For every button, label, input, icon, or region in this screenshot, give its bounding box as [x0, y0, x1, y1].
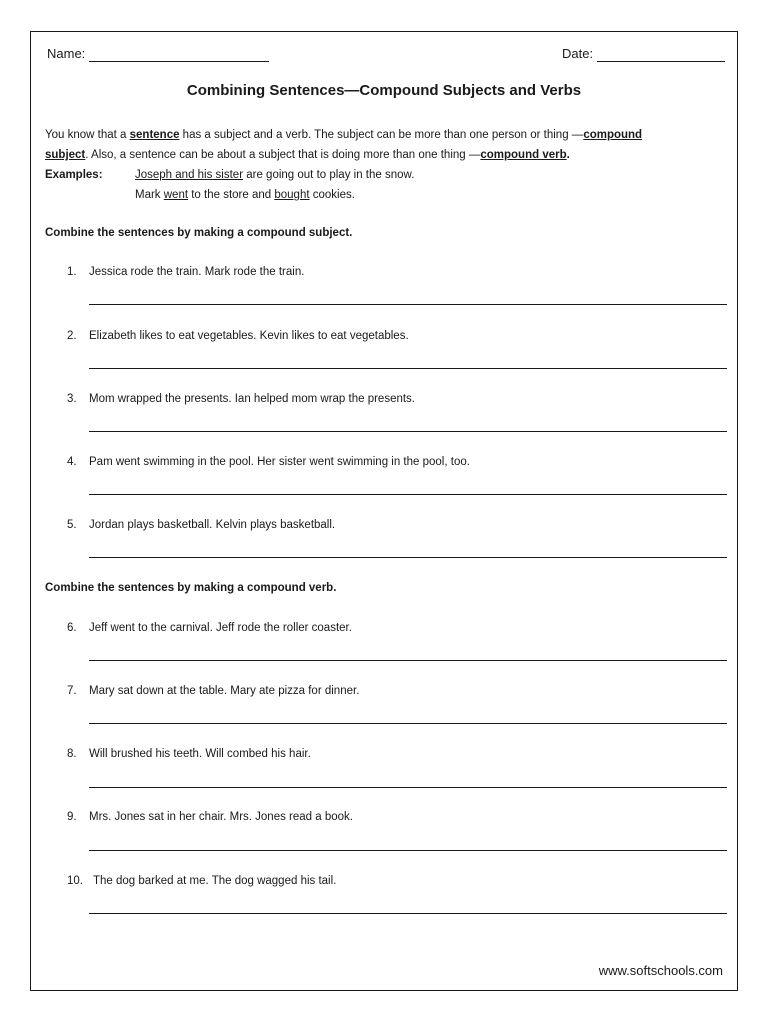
question-number: 2. — [67, 330, 77, 342]
question-text: Will brushed his teeth. Will combed his hair. — [89, 748, 311, 760]
answer-line-10[interactable] — [89, 913, 727, 914]
answer-line-8[interactable] — [89, 787, 727, 788]
intro-paragraph — [45, 125, 717, 165]
question-7 — [67, 685, 359, 697]
question-text: Elizabeth likes to eat vegetables. Kevin likes to eat vegetables. — [89, 330, 409, 342]
example-compound-subject — [135, 165, 414, 185]
section-compound-verb-title: Combine the sentences by making a compound verb. — [45, 582, 337, 594]
question-number: 9. — [67, 811, 77, 823]
question-text: Jessica rode the train. Mark rode the train. — [89, 266, 305, 278]
question-number: 7. — [67, 685, 77, 697]
question-text: Mom wrapped the presents. Ian helped mom wrap the presents. — [89, 393, 416, 405]
question-text: Jordan plays basketball. Kelvin plays basketball. — [89, 519, 336, 531]
question-3 — [67, 393, 415, 405]
answer-line-7[interactable] — [89, 723, 727, 724]
question-number: 3. — [67, 393, 77, 405]
question-text: Mrs. Jones sat in her chair. Mrs. Jones read a book. — [89, 811, 353, 823]
question-number: 4. — [67, 456, 77, 468]
example-underline: went — [163, 189, 189, 201]
question-text: Pam went swimming in the pool. Her sister went swimming in the pool, too. — [89, 456, 470, 468]
date-field-line[interactable] — [597, 61, 725, 62]
question-4 — [67, 456, 470, 468]
answer-line-4[interactable] — [89, 494, 727, 495]
intro-text: . Also, a sentence can be about a subject that is doing more than one thing — — [85, 149, 481, 161]
question-8 — [67, 748, 311, 760]
example-text: cookies. — [309, 189, 355, 201]
intro-text: You know that a — [45, 129, 130, 141]
question-text: The dog barked at me. The dog wagged his tail. — [93, 875, 337, 887]
question-1 — [67, 266, 304, 278]
question-text: Jeff went to the carnival. Jeff rode the roller coaster. — [89, 622, 352, 634]
example-text: to the store and — [188, 189, 275, 201]
intro-period: . — [566, 149, 570, 161]
example-underline: bought — [274, 189, 310, 201]
question-2 — [67, 330, 409, 342]
name-label: Name: — [47, 46, 86, 61]
section-compound-subject-title: Combine the sentences by making a compound subject. — [45, 227, 353, 239]
question-number: 8. — [67, 748, 77, 760]
answer-line-9[interactable] — [89, 850, 727, 851]
question-10 — [67, 875, 336, 887]
answer-line-6[interactable] — [89, 660, 727, 661]
example-underline: Joseph and his sister — [135, 169, 244, 181]
term-compound-verb: compound verb — [480, 149, 567, 161]
question-number: 6. — [67, 622, 77, 634]
examples-label: Examples: — [45, 169, 103, 181]
worksheet — [30, 31, 738, 991]
footer-website: www.softschools.com — [598, 963, 723, 978]
question-number: 1. — [67, 266, 77, 278]
question-number: 10. — [67, 875, 83, 887]
example-compound-verb — [135, 185, 355, 205]
question-5 — [67, 519, 335, 531]
answer-line-3[interactable] — [89, 431, 727, 432]
term-sentence: sentence — [129, 129, 180, 141]
header-row — [47, 46, 721, 64]
worksheet-title: Combining Sentences—Compound Subjects and Verbs — [186, 82, 582, 99]
question-9 — [67, 811, 353, 823]
answer-line-5[interactable] — [89, 557, 727, 558]
date-label: Date: — [562, 46, 594, 61]
answer-line-1[interactable] — [89, 304, 727, 305]
term-compound-subject: subject — [45, 149, 86, 161]
example-text: Mark — [135, 189, 164, 201]
example-text: are going out to play in the snow. — [243, 169, 415, 181]
intro-text: has a subject and a verb. The subject can be more than one person or thing — — [179, 129, 584, 141]
question-6 — [67, 622, 352, 634]
name-field-line[interactable] — [89, 61, 269, 62]
question-number: 5. — [67, 519, 77, 531]
answer-line-2[interactable] — [89, 368, 727, 369]
term-compound-subject: compound — [583, 129, 643, 141]
question-text: Mary sat down at the table. Mary ate pizza for dinner. — [89, 685, 360, 697]
